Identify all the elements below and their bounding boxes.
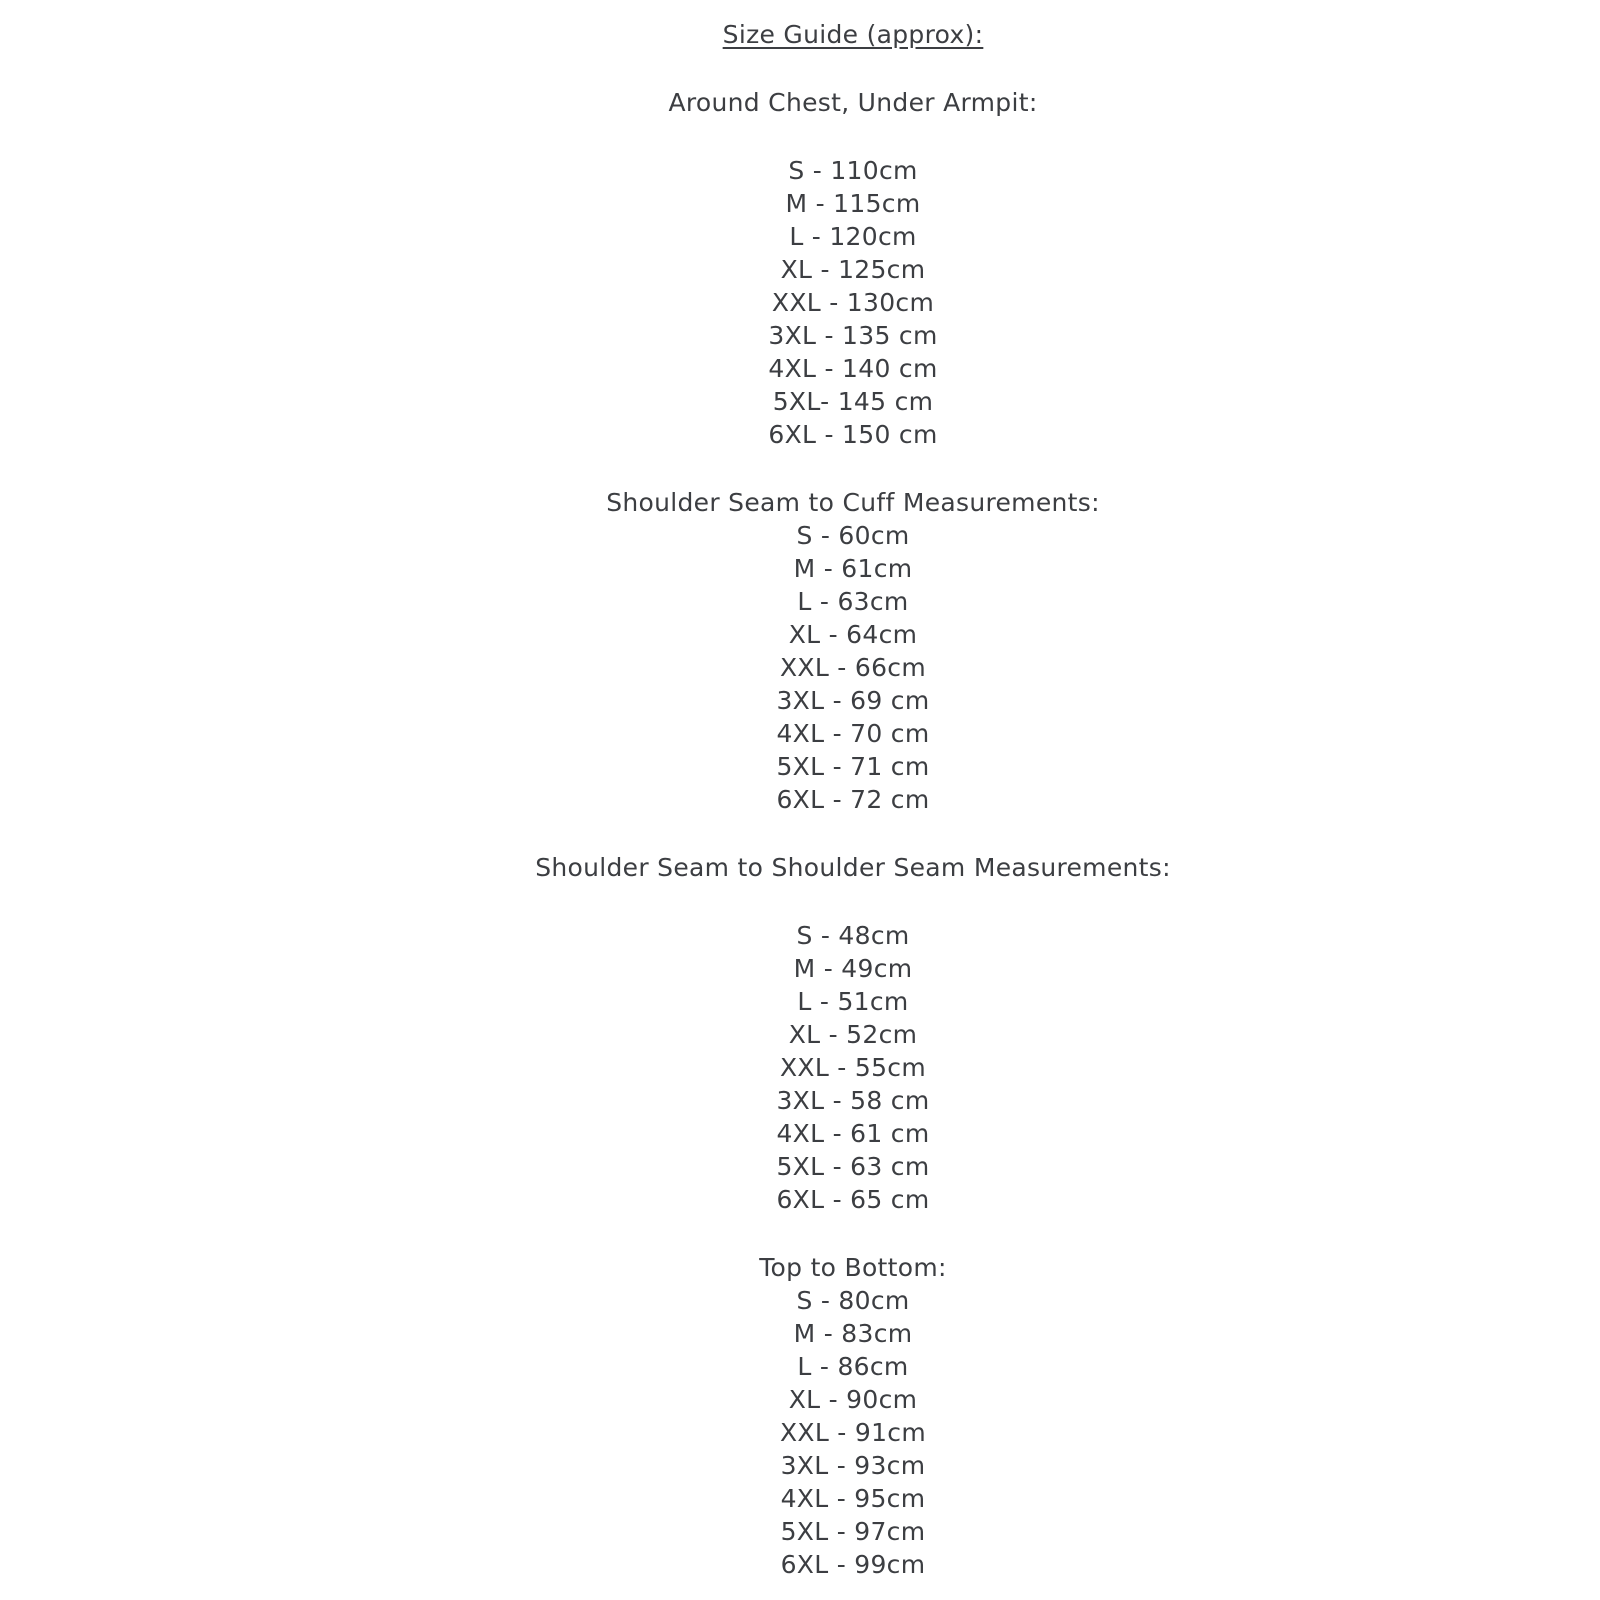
size-row: S - 110cm	[788, 156, 918, 185]
size-row: S - 60cm	[796, 521, 910, 550]
size-row: 3XL - 93cm	[780, 1451, 926, 1480]
size-row: L - 63cm	[797, 587, 909, 616]
section-heading-shoulder: Shoulder Seam to Shoulder Seam Measurements:	[535, 853, 1171, 882]
spacer	[106, 51, 1600, 86]
size-row: 6XL - 65 cm	[776, 1185, 930, 1214]
size-row: XXL - 91cm	[779, 1418, 926, 1447]
size-row: XL - 125cm	[780, 255, 926, 284]
size-row: XL - 52cm	[788, 1020, 918, 1049]
spacer	[106, 119, 1600, 154]
section-cuff	[106, 486, 1600, 816]
size-row: XXL - 55cm	[779, 1053, 926, 1082]
spacer	[106, 816, 1600, 851]
size-row: M - 61cm	[793, 554, 913, 583]
section-length	[106, 1251, 1600, 1581]
size-row: 6XL - 72 cm	[776, 785, 930, 814]
size-row: XL - 90cm	[788, 1385, 918, 1414]
spacer	[106, 451, 1600, 486]
size-row: M - 83cm	[793, 1319, 913, 1348]
size-row: S - 80cm	[796, 1286, 910, 1315]
size-row: 4XL - 95cm	[780, 1484, 926, 1513]
size-row: 3XL - 58 cm	[776, 1086, 930, 1115]
size-row: 3XL - 135 cm	[768, 321, 938, 350]
size-row: 4XL - 61 cm	[776, 1119, 930, 1148]
size-row: 3XL - 69 cm	[776, 686, 930, 715]
size-row: L - 51cm	[797, 987, 909, 1016]
spacer	[106, 884, 1600, 919]
size-row: XL - 64cm	[788, 620, 918, 649]
size-row: 5XL- 145 cm	[772, 387, 934, 416]
page-title: Size Guide (approx):	[722, 20, 984, 49]
size-row: 6XL - 99cm	[780, 1550, 926, 1579]
size-row: L - 86cm	[797, 1352, 909, 1381]
size-row: L - 120cm	[789, 222, 917, 251]
size-row: 5XL - 97cm	[780, 1517, 926, 1546]
section-heading-cuff: Shoulder Seam to Cuff Measurements:	[606, 488, 1100, 517]
size-row: 6XL - 150 cm	[768, 420, 938, 449]
size-row: 4XL - 70 cm	[776, 719, 930, 748]
size-row: XXL - 66cm	[779, 653, 926, 682]
section-heading-chest: Around Chest, Under Armpit:	[668, 88, 1038, 117]
size-row: S - 48cm	[796, 921, 910, 950]
size-row: 5XL - 71 cm	[776, 752, 930, 781]
size-row: 5XL - 63 cm	[776, 1152, 930, 1181]
section-heading-length: Top to Bottom:	[759, 1253, 947, 1282]
size-row: M - 115cm	[785, 189, 921, 218]
section-shoulder	[106, 851, 1600, 1216]
spacer	[106, 1216, 1600, 1251]
section-chest	[106, 86, 1600, 451]
size-row: XXL - 130cm	[771, 288, 935, 317]
size-row: M - 49cm	[793, 954, 913, 983]
size-row: 4XL - 140 cm	[768, 354, 938, 383]
